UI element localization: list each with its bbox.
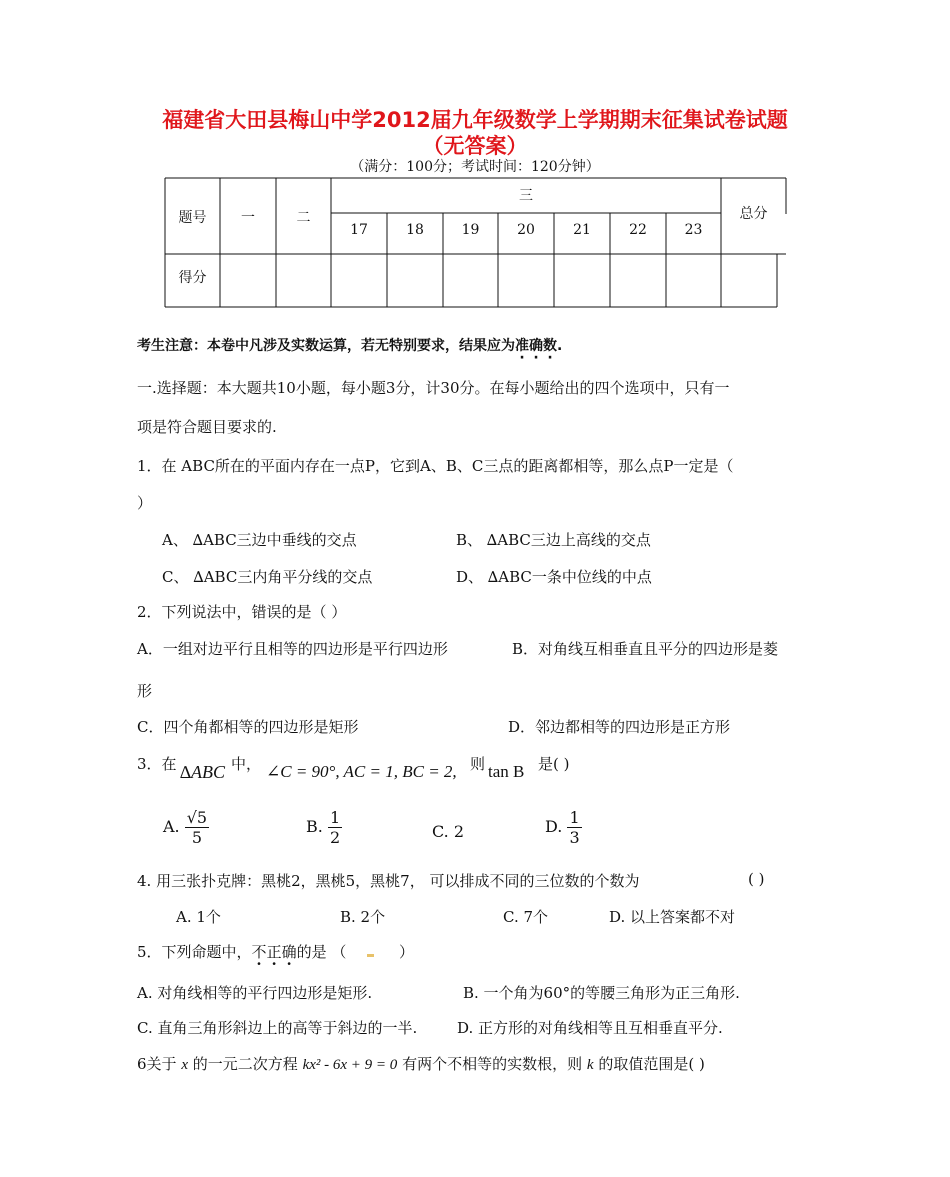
- denominator: 2: [329, 828, 341, 847]
- option-label: B.: [306, 817, 323, 836]
- question-5-stem: [137, 941, 414, 962]
- question-6-stem: [137, 1053, 705, 1074]
- exam-notice: [137, 335, 562, 355]
- header-question-23: 23: [684, 222, 703, 238]
- question-3-option-c: C. 2: [432, 822, 465, 841]
- question-3-option-a: [163, 808, 209, 847]
- emphasis-char: 确: [529, 338, 543, 354]
- question-3-triangle: ∆ABC: [180, 762, 226, 782]
- question-4-paren: ( ): [748, 870, 765, 888]
- question-1-option-a: A、 ∆ABC三边中垂线的交点: [162, 531, 357, 549]
- header-part-three: 三: [519, 188, 533, 204]
- question-5-number: 5．下列命题中，: [137, 943, 252, 961]
- row-label-question: 题号: [178, 210, 207, 226]
- emphasis-char: 不: [251, 943, 267, 961]
- document-title: 福建省大田县梅山中学2012届九年级数学上学期期末征集试卷试题: [162, 108, 788, 132]
- question-4-option-d: D. 以上答案都不对: [609, 908, 736, 926]
- question-4-option-c: C. 7个: [503, 908, 549, 926]
- option-label: A.: [163, 817, 180, 836]
- header-part-one: 一: [241, 210, 255, 226]
- question-1-stem: 1．在 ABC所在的平面内存在一点P，它到A、B、C三点的距离都相等，那么点P一定是（: [137, 457, 734, 475]
- fraction: [185, 808, 209, 847]
- question-3-expression: tan B: [488, 762, 525, 781]
- question-1-option-b: B、 ∆ABC三边上高线的交点: [456, 531, 651, 549]
- question-3-option-b: [306, 808, 342, 847]
- exam-info: （满分：100分；考试时间：120分钟）: [350, 159, 600, 175]
- question-5-option-a: A. 对角线相等的平行四边形是矩形.: [137, 984, 373, 1002]
- header-question-18: 18: [406, 222, 424, 238]
- question-5-option-d: D. 正方形的对角线相等且互相垂直平分.: [457, 1019, 723, 1037]
- question-3-mid: 中，: [231, 755, 262, 773]
- fraction: [567, 808, 581, 847]
- score-table-grid: [0, 0, 950, 320]
- question-3-conditions: ∠C = 90°, AC = 1, BC = 2,: [266, 762, 457, 781]
- question-2-stem: 2．下列说法中，错误的是（ ）: [137, 603, 347, 621]
- question-3-then: 则: [470, 755, 486, 773]
- question-3-paren: 是( ): [538, 755, 570, 773]
- denominator: 5: [191, 828, 203, 847]
- header-question-22: 22: [629, 222, 647, 238]
- question-6-tail: 的取值范围是( ): [598, 1055, 705, 1073]
- question-5-tail: 的是 （: [296, 943, 347, 961]
- question-2-option-c: C．四个角都相等的四边形是矩形: [137, 718, 359, 736]
- header-question-21: 21: [573, 222, 591, 238]
- variable-k: k: [586, 1057, 594, 1073]
- denominator: 3: [569, 828, 580, 847]
- emphasis-char: 正: [266, 943, 282, 961]
- section-one-intro-cont: 项是符合题目要求的.: [137, 418, 277, 436]
- question-4-option-a: A. 1个: [176, 908, 221, 926]
- question-1-option-c: C、 ∆ABC三内角平分线的交点: [162, 568, 373, 586]
- section-one-intro: 一.选择题：本大题共10小题，每小题3分，计30分。在每小题给出的四个选项中，只有一: [137, 379, 730, 397]
- fraction: [328, 808, 342, 847]
- question-6-mid2: 有两个不相等的实数根，则: [402, 1055, 583, 1073]
- row-label-score: 得分: [178, 270, 207, 286]
- numerator: 1: [569, 808, 580, 827]
- variable-x: x: [181, 1057, 188, 1073]
- question-6-mid: 的一元二次方程: [192, 1055, 298, 1073]
- numerator: √5: [186, 808, 208, 827]
- header-question-17: 17: [350, 222, 368, 238]
- option-label: D.: [545, 817, 563, 836]
- header-total: 总分: [739, 206, 768, 222]
- highlight-mark: [367, 954, 374, 957]
- numerator: 1: [329, 808, 341, 827]
- header-question-19: 19: [461, 222, 480, 238]
- question-2-option-b: B．对角线互相垂直且平分的四边形是菱: [512, 640, 779, 658]
- question-2-option-b-cont: 形: [137, 682, 153, 700]
- question-6-prefix: 6关于: [137, 1055, 177, 1073]
- question-5-option-c: C. 直角三角形斜边上的高等于斜边的一半.: [137, 1019, 418, 1037]
- question-1-option-d: D、 ∆ABC一条中位线的中点: [456, 568, 652, 586]
- emphasis-char: 数: [543, 338, 557, 354]
- question-2-option-a: A．一组对边平行且相等的四边形是平行四边形: [137, 640, 448, 658]
- emphasis-char: 准: [515, 338, 529, 354]
- question-4-stem: 4. 用三张扑克牌：黑桃2，黑桃5，黑桃7， 可以排成不同的三位数的个数为: [137, 872, 640, 890]
- question-3-number: 3．在: [137, 755, 177, 773]
- question-3-option-d: [545, 808, 582, 847]
- question-5-close: ）: [398, 943, 414, 961]
- header-part-two: 二: [296, 210, 311, 226]
- quadratic-equation: kx² - 6x + 9 = 0: [302, 1057, 398, 1073]
- question-5-option-b: B. 一个角为60°的等腰三角形为正三角形.: [463, 984, 740, 1002]
- question-2-option-d: D．邻边都相等的四边形是正方形: [508, 718, 731, 736]
- notice-text: 考生注意：本卷中凡涉及实数运算，若无特别要求，结果应为: [137, 338, 515, 354]
- document-title-note: （无答案）: [422, 134, 528, 158]
- notice-end: .: [557, 338, 563, 354]
- header-question-20: 20: [517, 222, 535, 238]
- question-1-stem-close: ）: [137, 494, 153, 512]
- question-4-option-b: B. 2个: [340, 908, 386, 926]
- emphasis-char: 确: [281, 943, 297, 961]
